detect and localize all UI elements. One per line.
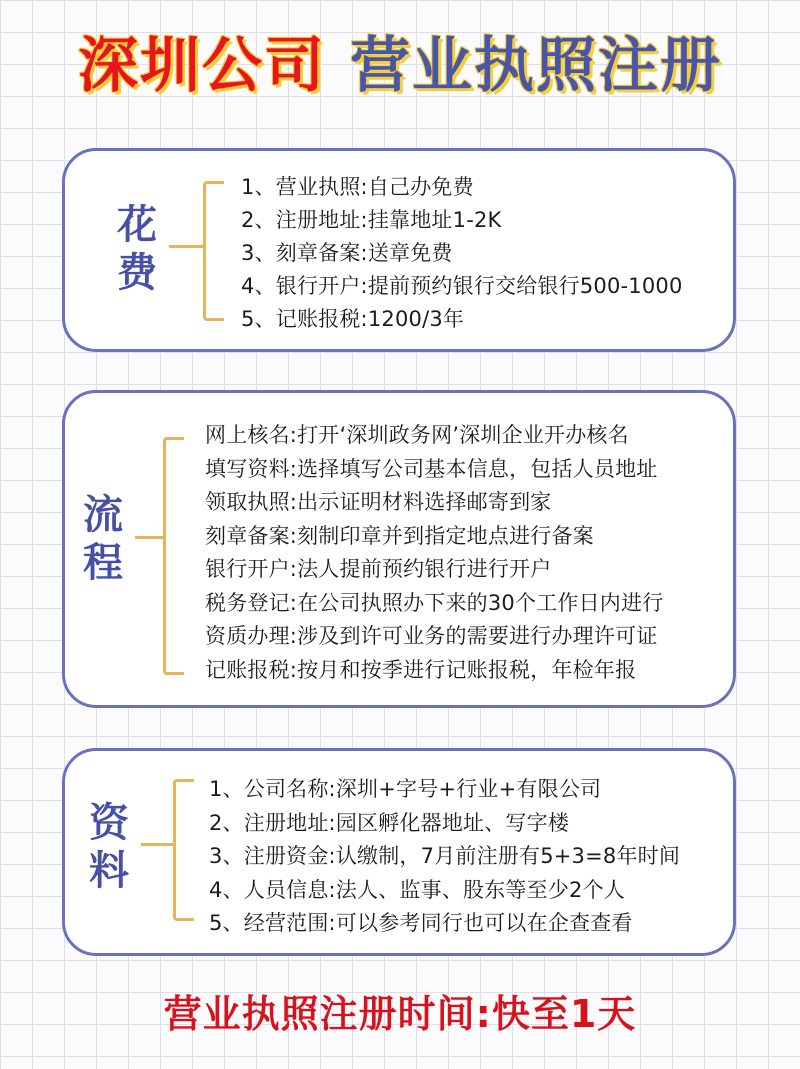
list-item: 4、人员信息:法人、监事、股东等至少2个人 xyxy=(209,877,625,902)
process-bracket xyxy=(163,437,184,675)
process-card xyxy=(62,390,736,708)
list-item: 填写资料:选择填写公司基本信息，包括人员地址 xyxy=(205,456,658,481)
list-item: 银行开户:法人提前预约银行进行开户 xyxy=(205,557,552,581)
list-item: 领取执照:出示证明材料选择邮寄到家 xyxy=(205,490,552,514)
cost-bracket-stem xyxy=(169,245,203,248)
list-item: 5、记账报税:1200/3年 xyxy=(241,307,465,331)
list-item: 4、银行开户:提前预约银行交给银行500-1000 xyxy=(241,274,683,298)
cost-card xyxy=(62,148,736,352)
cost-list xyxy=(241,171,683,336)
materials-card-label: 资 料 xyxy=(89,800,129,894)
list-item: 2、注册地址:园区孵化器地址、写字楼 xyxy=(209,810,570,835)
page-title xyxy=(0,26,800,106)
title-city: 深圳公司 xyxy=(78,31,326,101)
process-card-label: 流 程 xyxy=(83,492,123,586)
list-item: 5、经营范围:可以参考同行也可以在企查查看 xyxy=(209,911,633,935)
process-bracket-stem xyxy=(135,536,165,539)
list-item: 1、营业执照:自己办免费 xyxy=(241,175,474,199)
cost-card-label: 花 费 xyxy=(117,202,157,296)
list-item: 刻章备案:刻制印章并到指定地点进行备案 xyxy=(205,523,594,548)
list-item: 1、公司名称:深圳+字号+行业+有限公司 xyxy=(209,777,602,801)
materials-card xyxy=(62,748,736,956)
list-item: 2、注册地址:挂靠地址1-2K xyxy=(241,208,502,232)
list-item: 记账报税:按月和按季进行记账报税，年检年报 xyxy=(205,657,637,682)
list-item: 网上核名:打开‘深圳政务网’深圳企业开办核名 xyxy=(205,423,629,447)
materials-list xyxy=(209,773,680,941)
materials-bracket xyxy=(173,779,194,921)
title-subject: 营业执照注册 xyxy=(350,31,722,101)
materials-bracket-stem xyxy=(141,843,175,846)
list-item: 税务登记:在公司执照办下来的30个工作日内进行 xyxy=(205,590,664,615)
list-item: 3、刻章备案:送章免费 xyxy=(241,241,453,265)
registration-time-banner: 营业执照注册时间:快至1天 xyxy=(163,992,637,1036)
list-item: 资质办理:涉及到许可业务的需要进行办理许可证 xyxy=(205,624,658,648)
list-item: 3、注册资金:认缴制，7月前注册有5+3=8年时间 xyxy=(209,844,681,868)
cost-bracket xyxy=(203,181,224,321)
process-list xyxy=(205,419,663,687)
